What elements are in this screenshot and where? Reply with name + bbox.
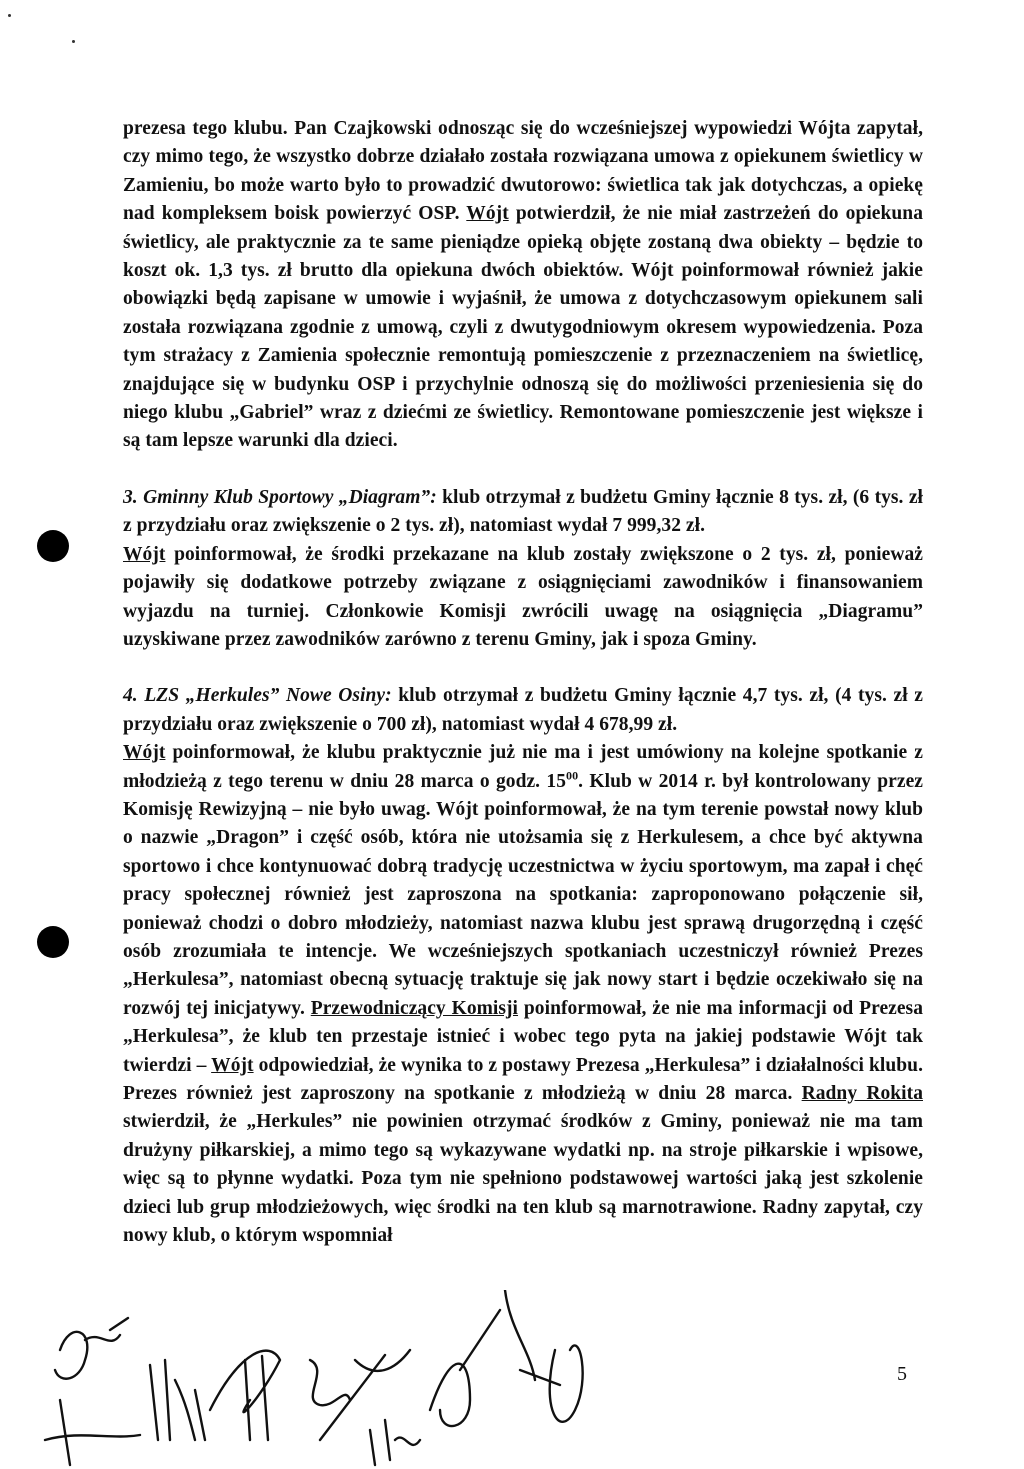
paragraph-diagram-discussion: [123, 541, 923, 655]
paragraph-1: [123, 115, 923, 456]
paragraph-herkules: [123, 682, 923, 739]
handwritten-signatures: [0, 1290, 760, 1469]
paragraph-1-text-b: potwierdził, że nie miał zastrzeżeń do opiekuna świetlicy, ale praktycznie za te same pieniądze opieką objęte zostaną dwa obiekty – będzie to koszt ok. 1,3 tys. zł brutto dla opiekuna dwóch obiektów. Wójt poinformował również jakie obowiązki będą zapisane w umowie i wyjaśnił, że umowa z dotychczasowym opiekunem sali została rozwiązana zgodnie z umową, czyli z dwutygodniowym okresem wypowiedzenia. Poza tym strażacy z Zamienia społecznie remontują pomieszczenie z przeznaczeniem na świetlicę, znajdujące się w budynku OSP i przychylnie odnoszą się do możliwości przeniesienia się do niego klubu „Gabriel” wraz z dziećmi ze świetlicy. Remontowane pomieszczenie jest większe i są tam lepsze warunki dla dzieci.: [123, 203, 923, 452]
paragraph-herkules-text-b: . Klub w 2014 r. był kontrolowany przez Komisję Rewizyjną – nie było uwag. Wójt poinformował, że na tym terenie powstał nowy klub o nazwie „Dragon” i część osób, która nie utożsamia się z Herkulesem, a chce być aktywna sportowo i chce kontynuować dobrą tradycję uczestnictwa w życiu sportowym, ma zapał i chęć pracy społecznej również jest zaproszona na spotkania: zaproponowano połączenie sił, ponieważ chodzi o dobro młodzieży, natomiast nazwa klubu jest sprawą drugorzędną i część osób zrozumiała te intencje. We wcześniejszych spotkaniach uczestniczył również Prezes „Herkulesa”, natomiast obecną sytuację traktuje się jak nowy start i będzie oczekiwało się na rozwój tej inicjatywy.: [123, 770, 923, 1019]
signature-scribble: [150, 1360, 205, 1440]
signature-scribble: [45, 1400, 140, 1465]
speaker-wojt: Wójt: [123, 742, 166, 764]
signature-scribble: [320, 1350, 410, 1440]
paragraph-herkules-text-d: odpowiedział, że wynika to z postawy Prezesa „Herkulesa” i działalności klubu. Prezes również jest zaproszony na spotkanie z młodzieżą w dniu 28 marca.: [123, 1054, 923, 1104]
paragraph-herkules-text-e: stwierdził, że „Herkules” nie powinien otrzymać środków z Gminy, ponieważ nie ma tam drużyny piłkarskiej, a mimo tego są wykazywane wydatki np. na stroje piłkarskie i wpisowe, więc są to płynne wydatki. Poza tym nie spełniono podstawowej wartości jaką jest szkolenie dzieci lub grup młodzieżowych, więc środki na ten klub są marnotrawione. Radny zapytał, czy nowy klub, o którym wspomniał: [123, 1111, 923, 1247]
scan-speck: [72, 40, 75, 43]
speaker-wojt: Wójt: [466, 203, 509, 225]
speaker-radny-rokita: Radny Rokita: [801, 1083, 923, 1104]
speaker-wojt: Wójt: [211, 1054, 254, 1076]
punch-hole-mark: [37, 530, 69, 562]
club-title-herkules: 4. LZS „Herkules” Nowe Osiny:: [123, 685, 392, 707]
signature-scribble: [210, 1351, 280, 1440]
paragraph-herkules-text-a: poinformował, że klubu praktycznie już nie ma i jest umówiony na kolejne spotkanie z młodzieżą z tego terenu w dniu 28 marca o godz. 15: [123, 742, 923, 792]
club-title-diagram: 3. Gminny Klub Sportowy „Diagram”:: [123, 486, 437, 508]
signature-scribble: [430, 1310, 500, 1426]
paragraph-diagram-discussion-text: poinformował, że środki przekazane na klub zostały zwiększone o 2 tys. zł, ponieważ pojawiły się dodatkowe potrzeby związane z osiągnięciami zawodników i finansowaniem wyjazdu na turniej. Członkowie Komisji zwrócili uwagę na osiągnięcia „Diagramu” uzyskiwane przez zawodników zarówno z terenu Gminy, jak i spoza Gminy.: [123, 543, 923, 650]
signature-scribble: [370, 1420, 420, 1465]
speaker-wojt: Wójt: [123, 543, 166, 565]
signature-scribble: [310, 1360, 350, 1405]
time-superscript: 00: [566, 768, 579, 783]
signature-scribble: [55, 1318, 128, 1379]
body-text: [123, 115, 923, 1250]
paragraph-diagram: [123, 484, 923, 541]
paragraph-herkules-discussion: [123, 739, 923, 1250]
paragraph-herkules-text-c: poinformował, że nie ma informacji od Prezesa „Herkulesa”, że klub ten przestaje istnieć i wobec tego pyta na jakiej podstawie Wójt tak twierdzi –: [123, 997, 923, 1076]
page-number: 5: [897, 1363, 907, 1385]
scan-speck: [8, 14, 11, 17]
paragraph-herkules-text: klub otrzymał z budżetu Gminy łącznie 4,7 tys. zł, (4 tys. zł z przydziału oraz zwiększenie o 700 zł), natomiast wydał 4 678,99 zł.: [123, 685, 923, 735]
speaker-chair: Przewodniczący Komisji: [310, 997, 519, 1019]
paragraph-1-text-a: prezesa tego klubu. Pan Czajkowski odnosząc się do wcześniejszej wypowiedzi Wójta zapytał, czy mimo tego, że wszystko dobrze działało została rozwiązana umowa z opiekunem świetlicy w Zamieniu, bo może warto było to prowadzić dwutorowo: świetlica tak jak dotychczas, a opiekę nad kompleksem boisk powierzyć OSP.: [123, 118, 923, 225]
punch-hole-mark: [37, 926, 69, 958]
paragraph-diagram-text: klub otrzymał z budżetu Gminy łącznie 8 tys. zł, (6 tys. zł z przydziału oraz zwiększenie o 2 tys. zł), natomiast wydał 7 999,32 zł.: [123, 486, 923, 537]
